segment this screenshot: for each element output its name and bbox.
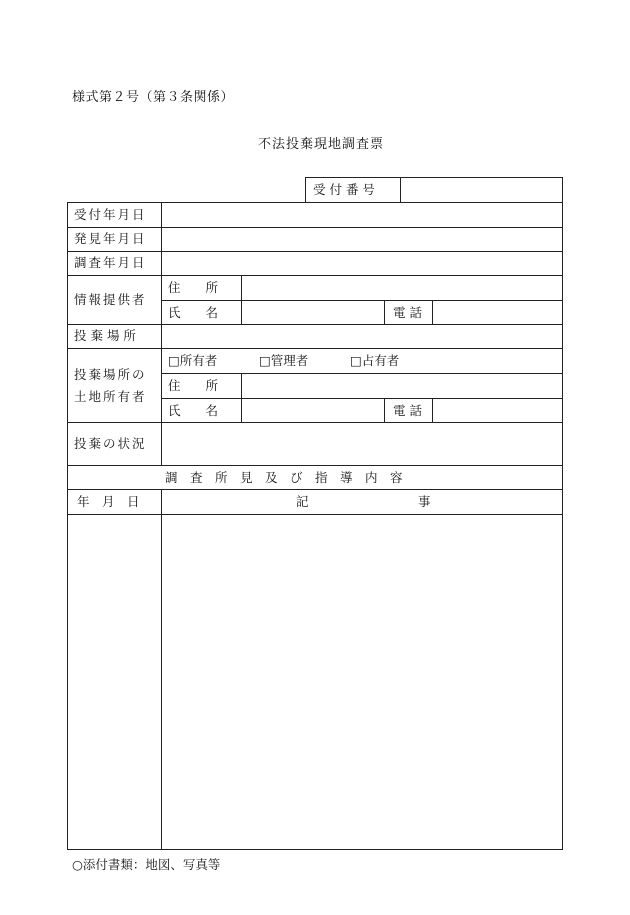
landowner-label-line2: 土地所有者 (74, 389, 147, 404)
record-header-ji: 事 (418, 494, 431, 509)
findings-header: 調 査 所 見 及 び 指 導 内 容 (165, 470, 403, 485)
option-owner[interactable]: □所有者 (168, 353, 218, 368)
informant-label: 情報提供者 (74, 292, 147, 307)
date-column-header: 年 月 日 (77, 494, 140, 509)
dump-site-label: 投 棄 場 所 (74, 328, 136, 343)
column-divider (241, 373, 242, 422)
column-divider (384, 398, 385, 422)
row-divider (67, 348, 563, 349)
form-number-label: 様式第２号（第３条関係） (72, 90, 235, 105)
informant-name-label: 氏 名 (168, 305, 219, 320)
reception-number-value[interactable] (402, 178, 561, 202)
record-header-ki: 記 (296, 494, 309, 509)
landowner-name-label: 氏 名 (168, 403, 219, 418)
column-divider (241, 275, 242, 324)
row-divider (67, 275, 563, 276)
column-divider (161, 489, 162, 850)
page-title: 不法投棄現地調査票 (257, 137, 384, 152)
row-divider (67, 514, 563, 515)
informant-phone-label: 電 話 (393, 305, 422, 320)
landowner-label-line1: 投棄場所の (74, 367, 147, 382)
column-divider (432, 398, 433, 422)
landowner-phone-label: 電 話 (393, 403, 422, 418)
reception-date-label: 受付年月日 (74, 207, 147, 222)
dump-status-label: 投棄の状況 (74, 436, 147, 451)
option-manager[interactable]: □管理者 (259, 353, 309, 368)
row-divider (67, 227, 563, 228)
row-divider (67, 251, 563, 252)
row-divider (67, 324, 563, 325)
row-divider (161, 373, 563, 374)
informant-address-label: 住 所 (168, 280, 219, 295)
reception-number-divider (400, 177, 401, 203)
reception-number-label: 受 付 番 号 (313, 182, 375, 197)
column-divider (161, 202, 162, 465)
row-divider (67, 489, 563, 490)
row-divider (161, 300, 563, 301)
discovery-date-label: 発見年月日 (74, 231, 147, 246)
landowner-address-label: 住 所 (168, 378, 219, 393)
attachments-note: ○添付書類：地図、写真等 (72, 857, 221, 872)
column-divider (432, 300, 433, 324)
column-divider (384, 300, 385, 324)
row-divider (67, 422, 563, 423)
option-occupant[interactable]: □占有者 (350, 353, 400, 368)
row-divider (161, 398, 563, 399)
survey-date-label: 調査年月日 (74, 255, 147, 270)
row-divider (67, 465, 563, 466)
